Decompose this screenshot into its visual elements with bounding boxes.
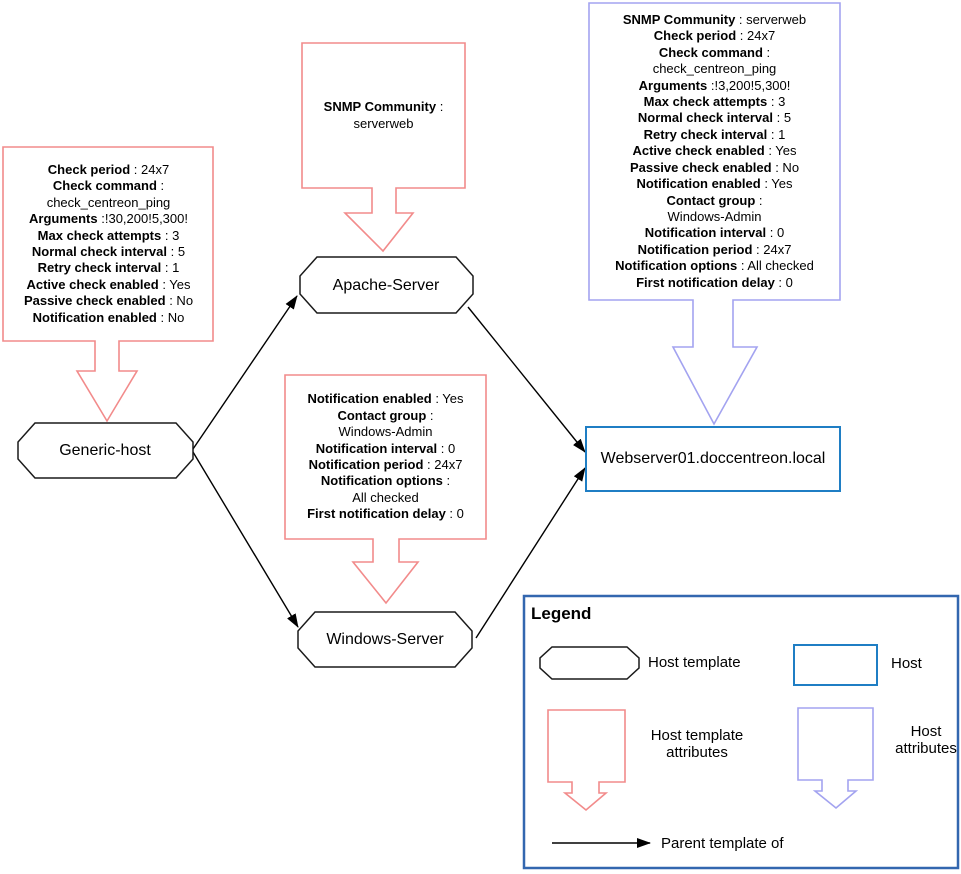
snmp-community-box — [302, 43, 465, 188]
legend-host-template-shape — [540, 647, 639, 679]
legend-host-label: Host — [891, 655, 922, 672]
attribute-line: Notification enabled : No — [32, 309, 185, 325]
attribute-line: Notification period : 24x7 — [637, 241, 792, 257]
attribute-line: serverweb — [353, 115, 414, 131]
attribute-line: Notification interval : 0 — [644, 225, 785, 241]
attribute-line: Notification enabled : Yes — [307, 391, 464, 407]
attribute-line: Windows-Admin — [338, 424, 433, 440]
attribute-line: Arguments :!3,200!5,300! — [638, 77, 791, 93]
attribute-line: Active check enabled : Yes — [26, 276, 191, 292]
attribute-line: Normal check interval : 5 — [31, 244, 186, 259]
attribute-line: check_centreon_ping — [46, 194, 171, 210]
attribute-line: Normal check interval : 5 — [637, 110, 792, 126]
attribute-line: Contact group : — [337, 407, 434, 423]
legend-host-template-attributes-label: Host template attributes — [650, 727, 744, 761]
attribute-line: Check command : — [52, 178, 165, 194]
attribute-line: Active check enabled : Yes — [632, 143, 797, 159]
attribute-line: SNMP Community : serverweb — [622, 12, 807, 28]
attribute-line: Max check attempts : 3 — [37, 227, 180, 243]
legend-host-shape — [794, 645, 877, 685]
attribute-line: Check period : 24x7 — [47, 161, 170, 177]
legend-title: Legend — [531, 604, 592, 623]
attribute-line: Check period : 24x7 — [653, 28, 776, 44]
edge-generic-to-windows — [193, 452, 298, 627]
attribute-line: Notification options : All checked — [615, 258, 814, 274]
legend-host-template-label: Host template — [648, 654, 741, 671]
attribute-line: Retry check interval : 1 — [643, 126, 786, 142]
legend-host-attributes-label: Host attributes — [895, 723, 957, 757]
attribute-line: check_centreon_ping — [652, 61, 777, 77]
node-windows-server-label: Windows-Server — [326, 631, 444, 648]
attribute-line: Notification enabled : Yes — [636, 176, 793, 192]
attribute-line: Windows-Admin — [667, 208, 762, 224]
attribute-line: First notification delay : 0 — [636, 274, 793, 290]
attribute-line: Notification period : 24x7 — [308, 457, 463, 472]
node-generic-host-label: Generic-host — [59, 442, 151, 459]
attribute-line: Retry check interval : 1 — [37, 260, 180, 276]
attribute-line: Check command : — [658, 44, 771, 60]
legend-parent-template-label: Parent template of — [661, 835, 784, 852]
attribute-line: First notification delay : 0 — [307, 506, 464, 522]
attribute-line: Notification interval : 0 — [315, 440, 456, 456]
attribute-line: SNMP Community : — [323, 99, 444, 115]
notification-attributes-box — [285, 375, 486, 539]
host-webserver-label: Webserver01.doccentreon.local — [600, 450, 826, 467]
attribute-line: Notification options : — [320, 473, 451, 489]
node-apache-server-label: Apache-Server — [332, 277, 440, 294]
attribute-line: Passive check enabled : No — [629, 159, 800, 175]
attribute-line: Passive check enabled : No — [23, 293, 194, 309]
attribute-line: Arguments :!30,200!5,300! — [29, 211, 188, 227]
attribute-line: Contact group : — [666, 192, 763, 208]
attribute-line: Max check attempts : 3 — [643, 94, 786, 110]
generic-host-attributes-box — [3, 147, 214, 341]
host-attributes-box — [589, 3, 840, 300]
attribute-line: All checked — [352, 489, 419, 505]
